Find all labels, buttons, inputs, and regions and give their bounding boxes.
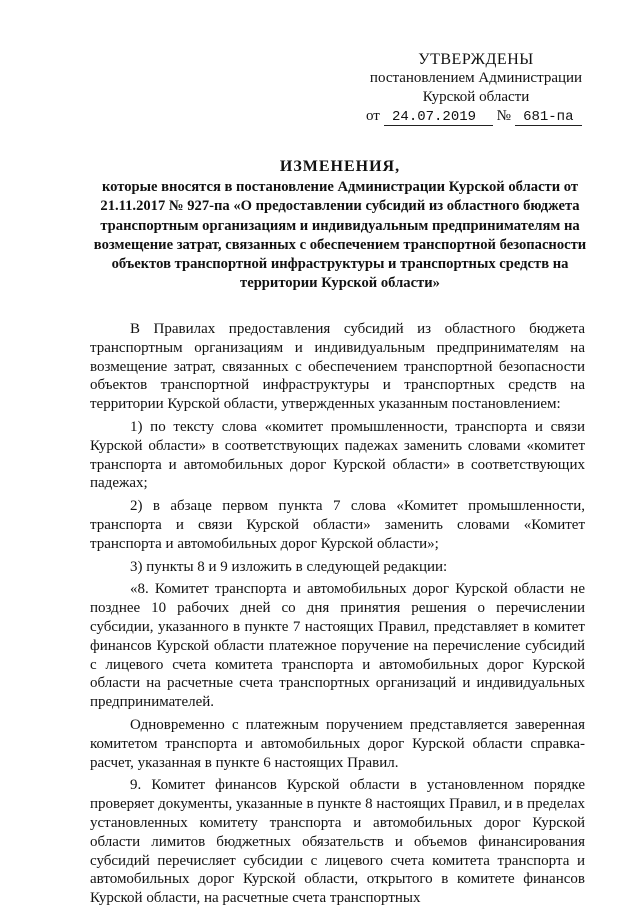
approval-date: 24.07.2019 [384, 109, 493, 126]
paragraph-point-9: 9. Комитет финансов Курской области в установленном порядке проверяет документы, указанные в пункте 8 настоящих Правил, и в пределах установленных комитету транспорта и автомобильных дорог Курской области лимитов бюджетных обязательств и объемов финансирования субсидий перечисляет субсидии с лицевого счета комитета транспорта и автомобильных дорог Курской области, открытого в комитете финансов Курской области, на расчетные счета транспортных [90, 777, 585, 907]
document-heading [90, 157, 590, 293]
document-body [90, 320, 585, 912]
approval-date-line [356, 107, 596, 127]
approval-line-2: Курской области [422, 89, 530, 105]
approval-line-1: постановлением Администрации [369, 70, 583, 86]
number-prefix: № [496, 108, 511, 124]
paragraph-item-2: 2) в абзаце первом пункта 7 слова «Комитет промышленности, транспорта и связи Курской области» заменить словами «Комитет транспорта и автомобильных дорог Курской области»; [90, 498, 585, 552]
paragraph-point-8-continued: Одновременно с платежным поручением представляется заверенная комитетом транспорта и автомобильных дорог Курской области справка-расчет, указанная в пункте 6 настоящих Правил. [90, 716, 585, 771]
approval-block [356, 50, 596, 127]
approval-number: 681-па [515, 109, 582, 126]
heading-subtitle: которые вносятся в постановление Администрации Курской области от 21.11.2017 № 927-па «О предоставлении субсидий из областного бюджета транспортным организациям и индивидуальным предпринимателям на возмещение затрат, связанных с обеспечением транспортной безопасности объектов транспортной инфраструктуры и транспортных средств на территории Курской области» [93, 179, 587, 292]
paragraph-intro: В Правилах предоставления субсидий из областного бюджета транспортным организациям и индивидуальным предпринимателям на возмещение затрат, связанных с обеспечением транспортной безопасности объектов транспортной инфраструктуры и транспортных средств на территории Курской области, утвержденных указанным постановлением: [90, 321, 585, 413]
date-prefix: от [366, 108, 380, 124]
heading-title: ИЗМЕНЕНИЯ, [279, 158, 401, 175]
approval-title: УТВЕРЖДЕНЫ [418, 51, 534, 68]
paragraph-point-8: «8. Комитет транспорта и автомобильных дорог Курской области не позднее 10 рабочих дней со дня принятия решения о перечислении субсидии, указанного в пункте 7 настоящих Правил, представляет в комитет финансов Курской области платежное поручение на перечисление субсидий с лицевого счета комитета транспорта и автомобильных дорог Курской области на расчетные счета транспортных организаций и индивидуальных предпринимателей. [90, 581, 585, 711]
paragraph-item-3: 3) пункты 8 и 9 изложить в следующей редакции: [130, 558, 448, 575]
paragraph-item-1: 1) по тексту слова «комитет промышленности, транспорта и связи Курской области» в соответствующих падежах заменить словами «комитет транспорта и автомобильных дорог Курской области» в соответствующих падежах; [90, 418, 585, 492]
